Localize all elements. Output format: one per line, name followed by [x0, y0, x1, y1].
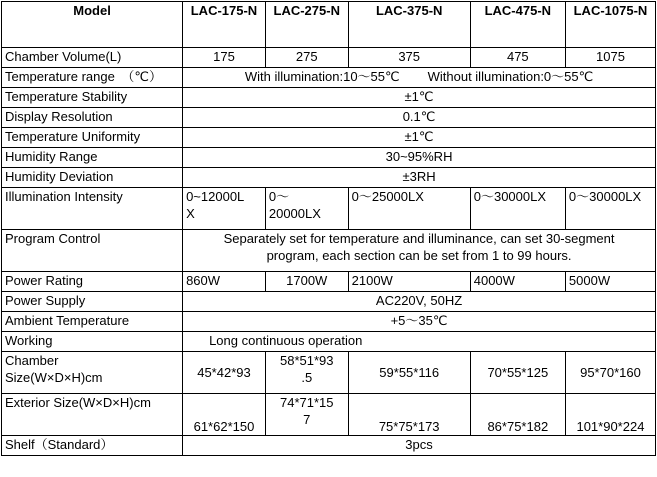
temperature-range-row	[2, 68, 656, 88]
illumination-intensity-label: Illumination Intensity	[2, 188, 183, 230]
temperature-uniformity-row	[2, 128, 656, 148]
power-rating-row	[2, 272, 656, 292]
header-model-1: LAC-175-N	[183, 2, 266, 48]
ambient-temperature-row	[2, 312, 656, 332]
chamber-volume-1: 175	[183, 48, 266, 68]
exterior-size-2-line1: 74*71*15	[280, 395, 334, 410]
header-model-2: LAC-275-N	[265, 2, 348, 48]
chamber-size-row	[2, 352, 656, 394]
chamber-size-label-line2: Size(W×D×H)cm	[5, 370, 103, 385]
chamber-volume-2: 275	[265, 48, 348, 68]
temperature-range-value	[183, 68, 656, 88]
temperature-range-label: Temperature range （℃）	[2, 68, 183, 88]
power-rating-2: 1700W	[265, 272, 348, 292]
shelf-row	[2, 436, 656, 456]
display-resolution-value: 0.1℃	[183, 108, 656, 128]
power-supply-value: AC220V, 50HZ	[183, 292, 656, 312]
ambient-temperature-value: +5～35℃	[183, 312, 656, 332]
power-supply-row	[2, 292, 656, 312]
chamber-size-2-line2: .5	[301, 370, 313, 385]
header-model: Model	[2, 2, 183, 48]
chamber-size-label-line1: Chamber	[5, 353, 59, 368]
program-control-value	[183, 230, 656, 272]
chamber-size-2-line1: 58*51*93	[280, 353, 334, 368]
chamber-size-4: 70*55*125	[470, 352, 565, 394]
temperature-stability-value: ±1℃	[183, 88, 656, 108]
program-control-line1: Separately set for temperature and illuminance, can set 30-segment	[223, 231, 615, 246]
working-row	[2, 332, 656, 352]
temperature-uniformity-label: Temperature Uniformity	[2, 128, 183, 148]
exterior-size-5: 101*90*224	[565, 394, 655, 436]
illumination-intensity-2	[265, 188, 348, 230]
temperature-range-with-illumination: With illumination:10～55℃	[244, 69, 400, 84]
program-control-line2: program, each section can be set from 1 to 99 hours.	[266, 248, 572, 263]
power-rating-4: 4000W	[470, 272, 565, 292]
humidity-range-row	[2, 148, 656, 168]
exterior-size-1: 61*62*150	[183, 394, 266, 436]
humidity-deviation-row	[2, 168, 656, 188]
humidity-range-label: Humidity Range	[2, 148, 183, 168]
header-model-5: LAC-1075-N	[565, 2, 655, 48]
illumination-intensity-2-line1: 0～	[268, 189, 290, 204]
exterior-size-label: Exterior Size(W×D×H)cm	[2, 394, 183, 436]
power-supply-label: Power Supply	[2, 292, 183, 312]
chamber-size-2	[265, 352, 348, 394]
power-rating-5: 5000W	[565, 272, 655, 292]
shelf-label: Shelf（Standard）	[2, 436, 183, 456]
illumination-intensity-4: 0～30000LX	[470, 188, 565, 230]
program-control-label: Program Control	[2, 230, 183, 272]
temperature-uniformity-value: ±1℃	[183, 128, 656, 148]
working-label: Working	[2, 332, 183, 352]
chamber-size-1: 45*42*93	[183, 352, 266, 394]
working-value: Long continuous operation	[183, 332, 656, 352]
chamber-volume-4: 475	[470, 48, 565, 68]
chamber-volume-5: 1075	[565, 48, 655, 68]
header-row	[2, 2, 656, 48]
humidity-deviation-value: ±3RH	[183, 168, 656, 188]
spec-table-container	[1, 1, 656, 456]
header-model-3: LAC-375-N	[348, 2, 470, 48]
illumination-intensity-2-line2: 20000LX	[268, 206, 321, 221]
power-rating-3: 2100W	[348, 272, 470, 292]
exterior-size-row	[2, 394, 656, 436]
exterior-size-2-line2: 7	[303, 412, 311, 427]
header-model-4: LAC-475-N	[470, 2, 565, 48]
chamber-size-3: 59*55*116	[348, 352, 470, 394]
exterior-size-2	[265, 394, 348, 436]
display-resolution-row	[2, 108, 656, 128]
chamber-volume-row	[2, 48, 656, 68]
shelf-value: 3pcs	[183, 436, 656, 456]
spec-table	[1, 1, 656, 456]
illumination-intensity-1	[183, 188, 266, 230]
program-control-row	[2, 230, 656, 272]
chamber-volume-label: Chamber Volume(L)	[2, 48, 183, 68]
exterior-size-4: 86*75*182	[470, 394, 565, 436]
illumination-intensity-1-line1: 0~12000L	[186, 189, 245, 204]
illumination-intensity-row	[2, 188, 656, 230]
power-rating-1: 860W	[183, 272, 266, 292]
humidity-deviation-label: Humidity Deviation	[2, 168, 183, 188]
humidity-range-value: 30~95%RH	[183, 148, 656, 168]
ambient-temperature-label: Ambient Temperature	[2, 312, 183, 332]
illumination-intensity-1-line2: X	[186, 206, 195, 221]
illumination-intensity-5: 0～30000LX	[565, 188, 655, 230]
power-rating-label: Power Rating	[2, 272, 183, 292]
chamber-volume-3: 375	[348, 48, 470, 68]
display-resolution-label: Display Resolution	[2, 108, 183, 128]
temperature-stability-row	[2, 88, 656, 108]
chamber-size-label	[2, 352, 183, 394]
temperature-stability-label: Temperature Stability	[2, 88, 183, 108]
temperature-range-without-illumination: Without illumination:0～55℃	[427, 69, 594, 84]
illumination-intensity-3: 0～25000LX	[348, 188, 470, 230]
exterior-size-3: 75*75*173	[348, 394, 470, 436]
chamber-size-5: 95*70*160	[565, 352, 655, 394]
